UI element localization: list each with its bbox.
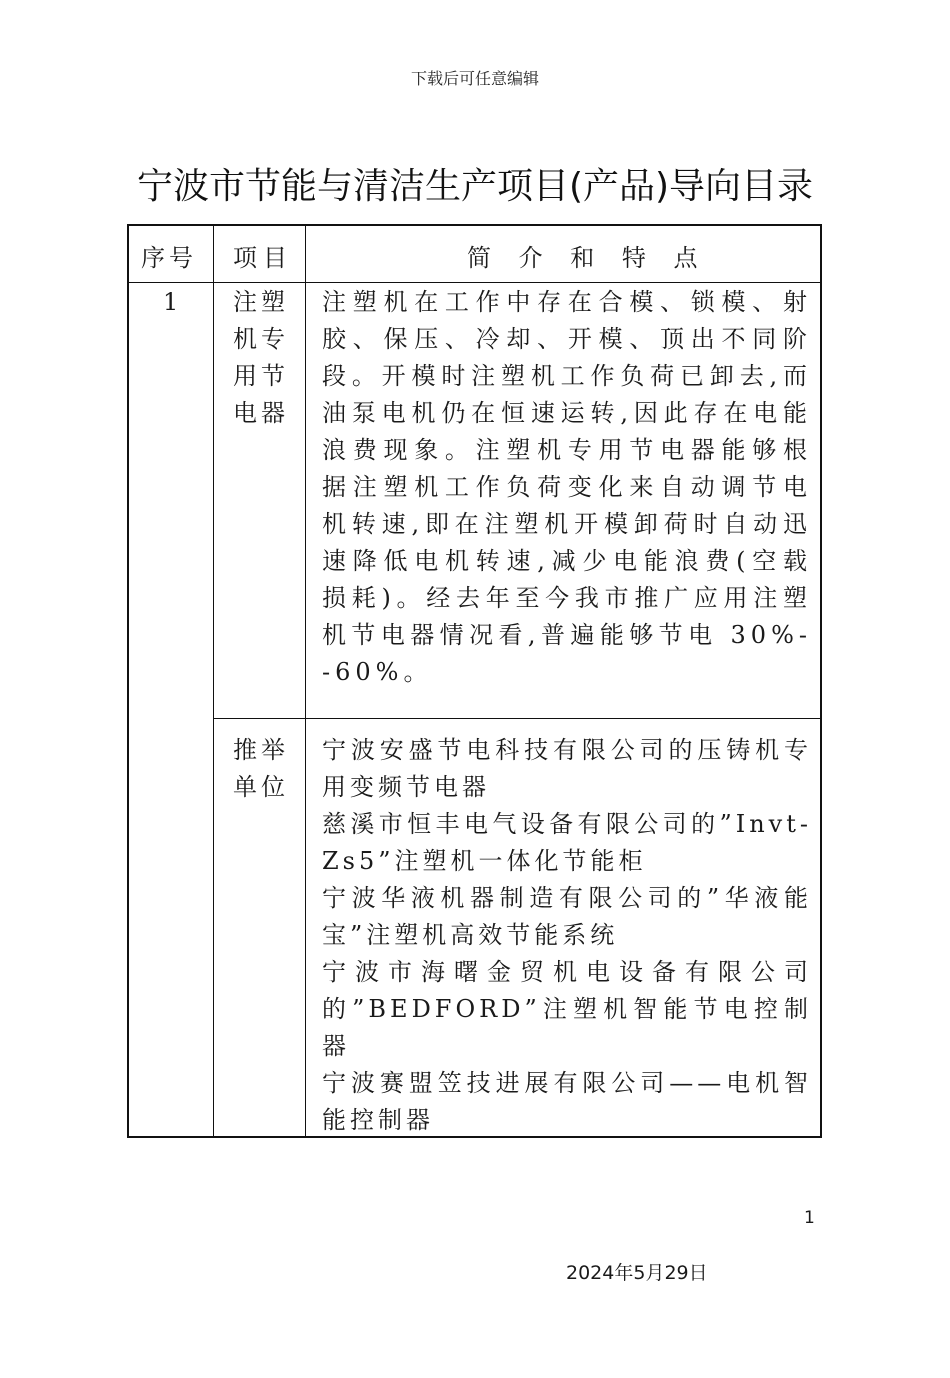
item-name-line: 电器 bbox=[233, 399, 289, 427]
recommended-entry: 宁波赛盟笠技进展有限公司——电机智能控制器 bbox=[322, 1069, 812, 1134]
col-divider-2 bbox=[305, 226, 306, 1138]
catalog-table bbox=[127, 224, 822, 1136]
recommended-entry: 宁波华液机器制造有限公司的”华液能宝”注塑机高效节能系统 bbox=[322, 884, 812, 949]
row-divider bbox=[213, 718, 820, 719]
item-name-line: 机专 bbox=[233, 325, 289, 353]
recommended-entry: 宁波安盛节电科技有限公司的压铸机专用变频节电器 bbox=[322, 736, 812, 801]
col-divider-1 bbox=[213, 226, 214, 1138]
recommender-label-line: 单位 bbox=[233, 773, 289, 801]
footer-date: 2024年5月29日 bbox=[566, 1262, 708, 1284]
row-index: 1 bbox=[163, 288, 179, 316]
recommended-entry: 慈溪市恒丰电气设备有限公司的”Invt-Zs5”注塑机一体化节能柜 bbox=[322, 810, 812, 875]
page-number: 1 bbox=[804, 1208, 815, 1228]
header-divider bbox=[129, 282, 820, 283]
item-name-line: 注塑 bbox=[233, 288, 289, 316]
header-item: 项目 bbox=[233, 244, 293, 272]
recommender-label bbox=[233, 732, 297, 806]
header-description: 简 介 和 特 点 bbox=[467, 244, 708, 272]
item-description: 注塑机在工作中存在合模、锁模、射胶、保压、冷却、开模、顶出不同阶段。开模时注塑机工作负荷已卸去,而油泵电机仍在恒速运转,因此存在电能浪费现象。注塑机专用节电器能够根据注塑机工作负荷变化来自动调节电机转速,即在注塑机开模卸荷时自动迅速降低电机转速,减少电能浪费(空载损耗)。经去年至今我市推广应用注塑机节电器情况看,普遍能够节电 30%--60%。 bbox=[322, 288, 812, 686]
document-title: 宁波市节能与清洁生产项目(产品)导向目录 bbox=[136, 166, 814, 207]
recommender-label-line: 推举 bbox=[233, 736, 289, 764]
header-note: 下载后可任意编辑 bbox=[410, 69, 539, 88]
recommended-list bbox=[322, 732, 812, 1139]
item-name bbox=[233, 284, 297, 432]
recommended-entry: 宁波市海曙金贸机电设备有限公司的”BEDFORD”注塑机智能节电控制器 bbox=[322, 958, 812, 1060]
item-name-line: 用节 bbox=[233, 362, 289, 390]
header-index: 序号 bbox=[141, 244, 197, 272]
